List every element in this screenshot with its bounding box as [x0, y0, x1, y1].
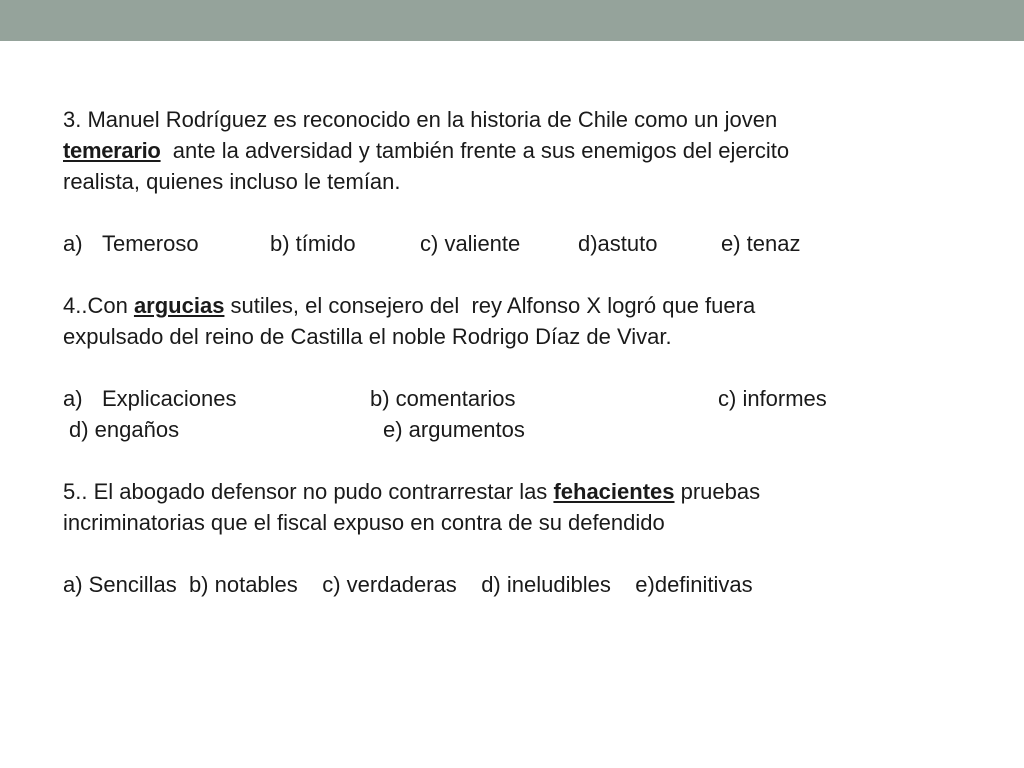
spacer: [63, 352, 983, 383]
q3-line-3: realista, quienes incluso le temían.: [63, 169, 401, 194]
q3-options: [63, 228, 983, 259]
spacer: [63, 259, 983, 290]
q5-options: a) Sencillas b) notables c) verdaderas d) ineludibles e)definitivas: [63, 572, 753, 597]
q5-line-1: [63, 476, 983, 507]
q3-option-b: b) tímido: [270, 231, 356, 256]
q3-option-a-marker: a): [63, 231, 83, 256]
spacer: [63, 445, 983, 476]
q4-line-1: [63, 290, 983, 321]
top-banner-bar: [0, 0, 1024, 41]
q3-option-a: Temeroso: [102, 231, 199, 256]
q4-prefix: 4..Con: [63, 293, 134, 318]
q3-line-2-rest: ante la adversidad y también frente a sus enemigos del ejercito: [160, 138, 790, 163]
q5-prefix: 5.. El abogado defensor no pudo contrarrestar las: [63, 479, 554, 504]
q4-line-2: expulsado del reino de Castilla el noble Rodrigo Díaz de Vivar.: [63, 324, 672, 349]
q4-option-e: e) argumentos: [383, 417, 525, 442]
q3-line-1: 3. Manuel Rodríguez es reconocido en la historia de Chile como un joven: [63, 107, 778, 132]
spacer: [63, 197, 983, 228]
q3-option-d: d)astuto: [578, 231, 658, 256]
q4-options-row-2: [63, 414, 983, 445]
spacer: [63, 538, 983, 569]
q4-keyword: argucias: [133, 293, 225, 318]
q4-option-a-marker: a): [63, 386, 83, 411]
q4-option-d: d) engaños: [69, 417, 180, 442]
q3-option-e: e) tenaz: [721, 231, 801, 256]
q5-line-2: incriminatorias que el fiscal expuso en contra de su defendido: [63, 510, 665, 535]
q3-keyword: temerario: [63, 138, 161, 163]
q4-option-c: c) informes: [718, 386, 827, 411]
q5-line-1-rest: pruebas: [674, 479, 761, 504]
q3-option-c: c) valiente: [420, 231, 521, 256]
q4-options-row-1: [63, 383, 983, 414]
q4-option-a: Explicaciones: [102, 386, 237, 411]
q5-keyword: fehacientes: [553, 479, 675, 504]
q4-option-b: b) comentarios: [370, 386, 516, 411]
q4-line-1-rest: sutiles, el consejero del rey Alfonso X logró que fuera: [224, 293, 756, 318]
slide-body: [63, 104, 983, 600]
q3-line-2: [63, 135, 983, 166]
